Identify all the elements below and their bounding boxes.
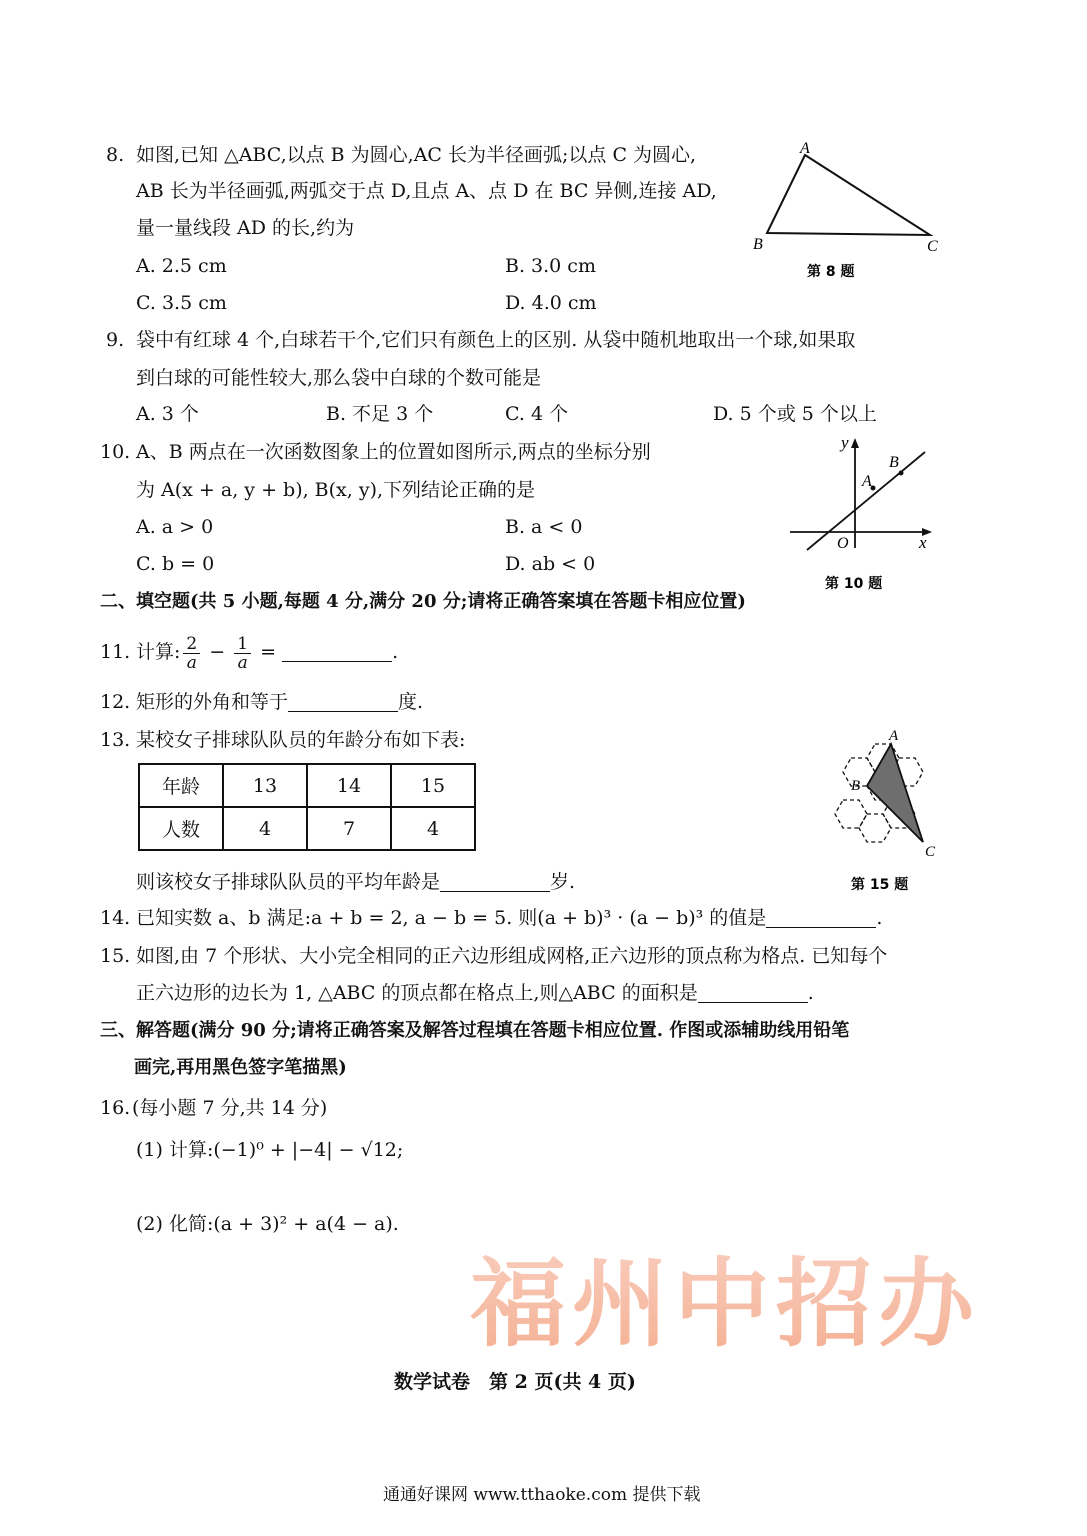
q11-answer-blank[interactable] [282, 641, 392, 662]
q10-fig-y-label: y [841, 433, 849, 452]
section3-heading-line2: 画完,再用黑色签字笔描黑) [134, 1057, 347, 1078]
q13-suffix: 岁. [550, 871, 576, 893]
q16-part1: (1) 计算:(−1)⁰ + |−4| − √12; [136, 1139, 404, 1161]
q11-denominator-2: a [237, 652, 248, 673]
q8-line2: AB 长为半径画弧,两弧交于点 D,且点 A、点 D 在 BC 异侧,连接 AD, [136, 180, 717, 202]
q9-line1: 袋中有红球 4 个,白球若干个,它们只有颜色上的区别. 从袋中随机地取出一个球,如果取 [136, 329, 856, 351]
triangle-abc [867, 744, 923, 842]
q12-prefix: 矩形的外角和等于 [136, 691, 289, 713]
q8-number: 8. [106, 144, 125, 166]
q15-hexagon-figure [815, 722, 945, 897]
q11-equals: = [260, 641, 277, 663]
table-cell: 4 [391, 807, 475, 850]
q15-answer-blank[interactable] [698, 982, 808, 1003]
q15-number: 15. [100, 945, 131, 967]
watermark-logo: 福州中招办 [470, 1228, 980, 1365]
q9-option-a: A. 3 个 [136, 403, 199, 425]
page-footer: 数学试卷 第 2 页(共 4 页) [394, 1371, 636, 1393]
q15-line1: 如图,由 7 个形状、大小完全相同的正六边形组成网格,正六边形的顶点称为格点. 已知每个 [136, 945, 888, 967]
q11-end: . [392, 641, 399, 663]
q9-option-c: C. 4 个 [505, 403, 569, 425]
q8-option-a: A. 2.5 cm [136, 255, 227, 277]
q9-option-b: B. 不足 3 个 [326, 403, 434, 425]
q8-triangle-figure [745, 135, 955, 285]
q11-expression [136, 630, 398, 674]
q8-fig-label-b: B [753, 236, 763, 253]
q11-number: 11. [100, 641, 131, 663]
q12-suffix: 度. [398, 691, 424, 713]
q8-fig-caption: 第 8 题 [807, 264, 855, 280]
q8-line1: 如图,已知 △ABC,以点 B 为圆心,AC 长为半径画弧;以点 C 为圆心, [136, 144, 697, 166]
q11-denominator-1: a [186, 652, 197, 673]
q8-line3: 量一量线段 AD 的长,约为 [136, 217, 355, 239]
q15-fig-label-c: C [925, 844, 936, 860]
q13-answer-blank[interactable] [440, 871, 550, 892]
table-cell: 13 [223, 764, 307, 807]
q8-fig-label-a: A [800, 140, 810, 157]
q10-option-c: C. b = 0 [136, 553, 215, 575]
q15-end: . [807, 982, 814, 1004]
table-row [139, 764, 475, 807]
q16-part2: (2) 化简:(a + 3)² + a(4 − a). [136, 1213, 399, 1235]
table-cell: 4 [223, 807, 307, 850]
q14-text [136, 906, 882, 930]
q14-number: 14. [100, 907, 131, 929]
q10-option-b: B. a < 0 [505, 516, 583, 538]
q14-end: . [876, 907, 883, 929]
q14-answer-blank[interactable] [766, 907, 876, 928]
q13-number: 13. [100, 729, 131, 751]
table-cell: 14 [307, 764, 391, 807]
q8-option-b: B. 3.0 cm [505, 255, 596, 277]
table-cell: 7 [307, 807, 391, 850]
table-cell: 15 [391, 764, 475, 807]
q10-line1: A、B 两点在一次函数图象上的位置如图所示,两点的坐标分别 [136, 441, 651, 463]
download-credit: 通通好课网 www.tthaoke.com 提供下载 [383, 1485, 701, 1505]
q12-answer-blank[interactable] [288, 691, 398, 712]
q10-graph-figure [785, 430, 945, 595]
q11-prefix: 计算: [136, 641, 181, 663]
q9-line2: 到白球的可能性较大,那么袋中白球的个数可能是 [136, 367, 542, 389]
q10-fig-caption: 第 10 题 [825, 576, 883, 592]
table-row [139, 807, 475, 850]
q10-option-a: A. a > 0 [136, 516, 214, 538]
q12-text [136, 690, 423, 714]
q11-fraction-1 [183, 635, 200, 672]
q8-option-c: C. 3.5 cm [136, 292, 227, 314]
q15-fig-label-b: B [851, 778, 861, 794]
q10-fig-x-label: x [919, 533, 927, 552]
q14-text-body: 已知实数 a、b 满足:a + b = 2, a − b = 5. 则(a + b)³ · (a − b)³ 的值是 [136, 907, 767, 929]
q11-numerator-2: 1 [234, 635, 251, 654]
section3-heading-line1: 三、解答题(满分 90 分;请将正确答案及解答过程填在答题卡相应位置. 作图或添辅助线用铅笔 [100, 1020, 850, 1041]
q10-fig-origin-label: O [837, 535, 849, 552]
q13-line1: 某校女子排球队队员的年龄分布如下表: [136, 729, 466, 751]
q9-number: 9. [106, 329, 125, 351]
q15-line2-text: 正六边形的边长为 1, △ABC 的顶点都在格点上,则△ABC 的面积是 [136, 982, 698, 1004]
q8-option-d: D. 4.0 cm [505, 292, 597, 314]
q10-line2: 为 A(x + a, y + b), B(x, y),下列结论正确的是 [136, 479, 536, 501]
q15-line2 [136, 981, 814, 1005]
table-cell: 年龄 [139, 764, 223, 807]
q11-minus: − [209, 641, 226, 663]
q10-option-d: D. ab < 0 [505, 553, 596, 575]
q10-fig-label-a: A [862, 473, 872, 490]
q11-fraction-2 [234, 635, 251, 672]
q13-age-table [138, 763, 476, 851]
q13-line2-text: 则该校女子排球队队员的平均年龄是 [136, 871, 441, 893]
section2-heading: 二、填空题(共 5 小题,每题 4 分,满分 20 分;请将正确答案填在答题卡相应位置) [100, 591, 746, 612]
q9-option-d: D. 5 个或 5 个以上 [713, 403, 877, 425]
q11-numerator-1: 2 [183, 635, 200, 654]
q8-fig-label-c: C [927, 238, 938, 255]
q12-number: 12. [100, 691, 131, 713]
q13-line2 [136, 870, 575, 894]
q10-fig-label-b: B [889, 454, 899, 471]
q10-number: 10. [100, 441, 131, 463]
q15-fig-caption: 第 15 题 [851, 877, 909, 893]
table-cell: 人数 [139, 807, 223, 850]
q16-header: (每小题 7 分,共 14 分) [132, 1097, 328, 1119]
q15-fig-label-a: A [889, 728, 899, 744]
q16-number: 16. [100, 1097, 131, 1119]
